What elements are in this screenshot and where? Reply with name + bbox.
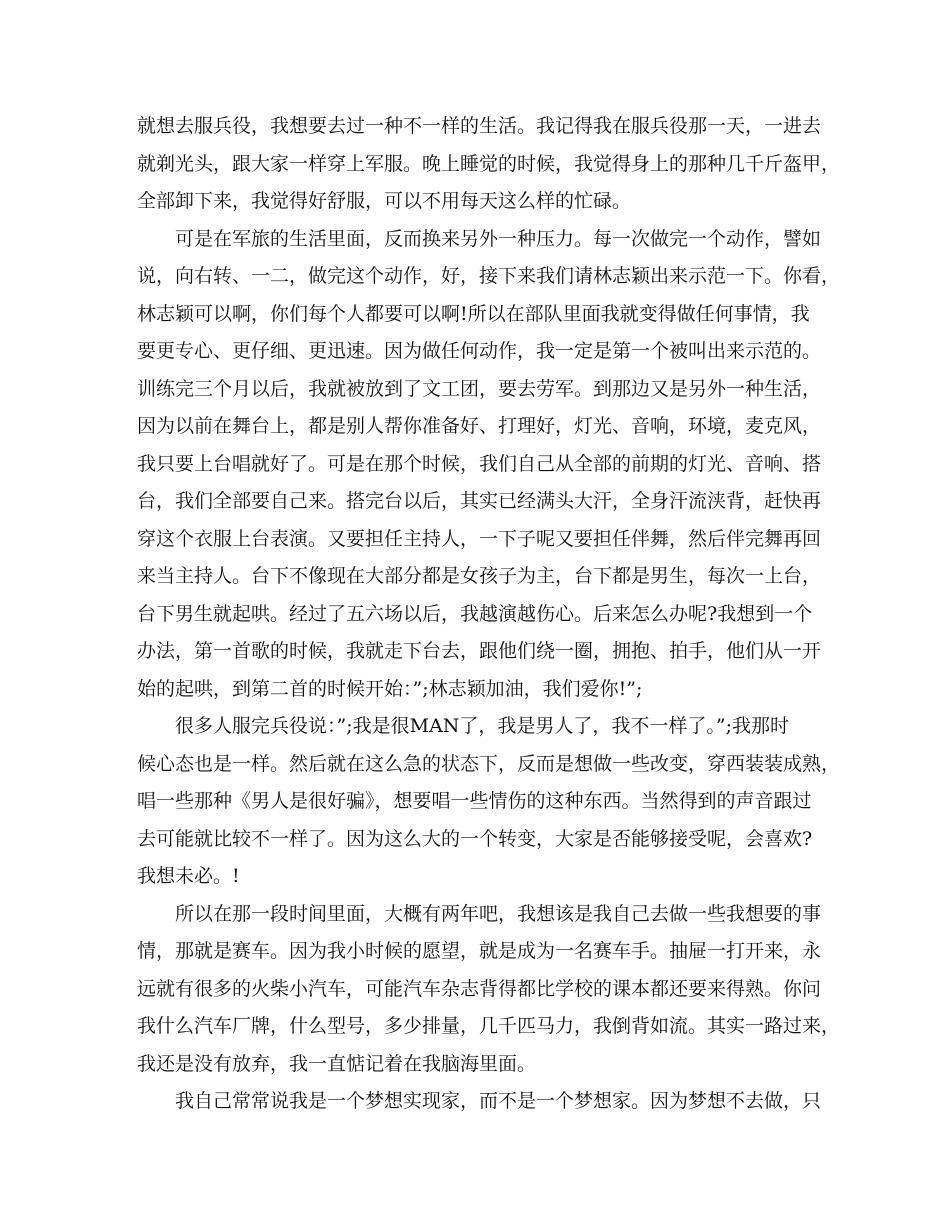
text-line: 说，向右转、一二，做完这个动作，好，接下来我们请林志颖出来示范一下。你看，	[137, 265, 841, 287]
text-line: 因为以前在舞台上，都是别人帮你准备好、打理好，灯光、音响，环境，麦克风，	[137, 415, 822, 437]
paragraph-first-line: 我自己常常说我是一个梦想实现家，而不是一个梦想家。因为梦想不去做，只	[175, 1090, 822, 1112]
text-line: 始的起哄，到第二首的时候开始：”;林志颖加油，我们爱你!”;	[137, 677, 643, 700]
text-line: 穿这个衣服上台表演。又要担任主持人，一下子呢又要担任伴舞，然后伴完舞再回	[137, 527, 822, 550]
text-line: 我只要上台唱就好了。可是在那个时候，我们自己从全部的前期的灯光、音响、搭	[137, 452, 822, 475]
body-text	[137, 108, 841, 1121]
text-line: 情，那就是赛车。因为我小时候的愿望，就是成为一名赛车手。抽屉一打开来，永	[137, 940, 822, 962]
text-line: 台，我们全部要自己来。搭完台以后，其实已经满头大汗，全身汗流浃背，赶快再	[137, 490, 822, 512]
paragraph-first-line: 可是在军旅的生活里面，反而换来另外一种压力。每一次做完一个动作，譬如	[175, 227, 822, 250]
text-line: 要更专心、更仔细、更迅速。因为做任何动作，我一定是第一个被叫出来示范的。	[137, 340, 822, 362]
text-line: 我想未必。!	[137, 865, 240, 887]
text-line: 来当主持人。台下不像现在大部分都是女孩子为主，台下都是男生，每次一上台，	[137, 565, 822, 587]
text-line: 林志颖可以啊，你们每个人都要可以啊!所以在部队里面我就变得做任何事情，我	[137, 302, 810, 325]
text-line: 办法，第一首歌的时候，我就走下台去，跟他们绕一圈，拥抱、拍手，他们从一开	[137, 640, 822, 662]
text-line: 训练完三个月以后，我就被放到了文工团，要去劳军。到那边又是另外一种生活，	[137, 377, 822, 400]
text-line: 唱一些那种《男人是很好骗》，想要唱一些情伤的这种东西。当然得到的声音跟过	[137, 790, 812, 812]
text-line: 全部卸下来，我觉得好舒服，可以不用每天这么样的忙碌。	[137, 190, 632, 212]
paragraph-first-line: 很多人服完兵役说：”;我是很MAN了，我是男人了，我不一样了。”;我那时	[175, 715, 790, 737]
text-line: 候心态也是一样。然后就在这么急的状态下，反而是想做一些改变，穿西装装成熟，	[137, 752, 841, 775]
text-line: 我还是没有放弃，我一直惦记着在我脑海里面。	[137, 1052, 537, 1075]
text-line: 远就有很多的火柴小汽车，可能汽车杂志背得都比学校的课本都还要来得熟。你问	[137, 977, 822, 1000]
paragraph-first-line: 所以在那一段时间里面，大概有两年吧，我想该是我自己去做一些我想要的事	[175, 902, 822, 925]
text-line: 我什么汽车厂牌，什么型号，多少排量，几千匹马力，我倒背如流。其实一路过来，	[137, 1015, 841, 1037]
text-line: 就剃光头，跟大家一样穿上军服。晚上睡觉的时候，我觉得身上的那种几千斤盔甲，	[137, 152, 841, 175]
text-line: 去可能就比较不一样了。因为这么大的一个转变，大家是否能够接受呢，会喜欢?	[137, 827, 813, 850]
text-line: 台下男生就起哄。经过了五六场以后，我越演越伤心。后来怎么办呢?我想到一个	[137, 602, 813, 625]
text-line: 就想去服兵役，我想要去过一种不一样的生活。我记得我在服兵役那一天，一进去	[137, 115, 822, 137]
